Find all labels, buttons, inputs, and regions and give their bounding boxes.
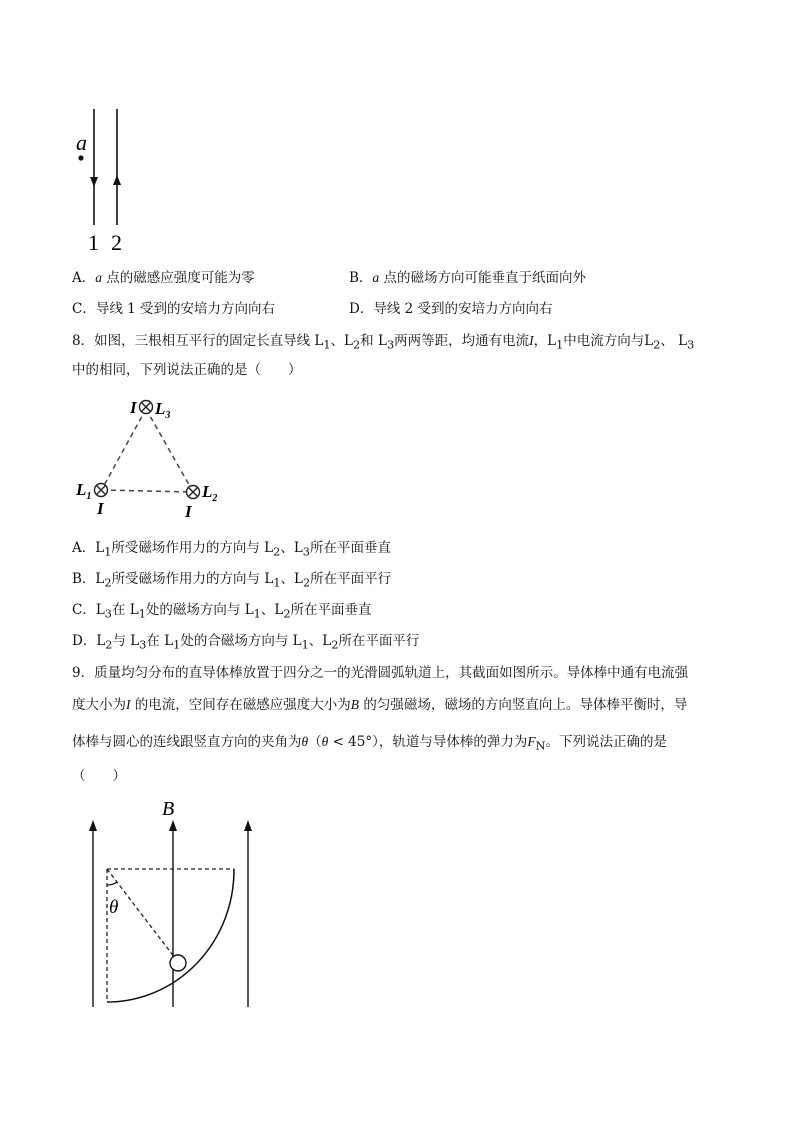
triangle-side-l3-l2	[146, 409, 192, 490]
wire-l1-into-page-icon	[95, 484, 108, 497]
triangle-side-l1-l2	[102, 490, 192, 492]
label-theta: θ	[109, 897, 119, 918]
label-wire-1: 1	[88, 230, 99, 255]
q8-option-b[interactable]: B．$L_2$所受磁场作用力的方向与 $L_1$、$L_2$所在平面平行	[72, 571, 392, 590]
conductor-rod	[170, 955, 186, 971]
q7-option-d[interactable]: D．导线 2 受到的安培力方向向右	[349, 301, 553, 317]
label-l2: $L_2$	[202, 482, 218, 504]
label-l3: $L_3$	[155, 399, 171, 421]
point-a-dot	[78, 155, 83, 160]
triangle-side-l3-l1	[102, 409, 146, 489]
q7-figure	[68, 105, 138, 255]
label-a: a	[76, 130, 87, 155]
q9-stem-line-4: （ ）	[72, 768, 126, 784]
label-l1-current: I	[97, 499, 104, 518]
theta-angle-arc	[107, 882, 117, 885]
q8-option-c[interactable]: C．$L_3$在 $L_1$处的磁场方向与 $L_1$、$L_2$所在平面垂直	[72, 602, 372, 621]
label-l1: $L_1$	[76, 480, 92, 502]
wire-l3-into-page-icon	[140, 401, 153, 414]
q8-option-d[interactable]: D．$L_2$与 $L_3$在 $L_1$处的合磁场方向与 $L_1$、$L_2$所在平面平行	[72, 633, 420, 652]
quarter-arc-track	[107, 869, 234, 1002]
field-line-center-arrowhead	[169, 820, 177, 831]
q8-stem-line-2: 中的相同，下列说法正确的是（ ）	[72, 362, 302, 378]
label-l2-current: I	[185, 502, 192, 521]
wire-2-arrow-up	[113, 175, 121, 185]
field-line-left-arrowhead	[89, 820, 97, 831]
q9-stem-line-3: 体棒与圆心的连线跟竖直方向的夹角为θ（θ < 45°），轨道与导体棒的弹力为$F_N$。下列说法正确的是	[72, 734, 667, 753]
q9-figure	[80, 795, 260, 1015]
label-wire-2: 2	[111, 230, 122, 255]
q8-figure	[72, 393, 232, 523]
q7-option-b[interactable]: B．a 点的磁场方向可能垂直于纸面向外	[349, 270, 586, 286]
q8-stem-line-1: 8．如图，三根相互平行的固定长直导线 $L_1$、$L_2$和 $L_3$两两等距，均通有电流I，$L_1$中电流方向与$L_2$、 $L_3$	[72, 333, 695, 352]
q9-stem-line-2: 度大小为I 的电流，空间存在磁感应强度大小为B 的匀强磁场，磁场的方向竖直向上。导体棒平衡时，导	[72, 697, 688, 713]
label-l3-current: I	[130, 398, 137, 417]
q9-stem-line-1: 9．质量均匀分布的直导体棒放置于四分之一的光滑圆弧轨道上，其截面如图所示。导体棒中通有电流强	[72, 665, 689, 681]
wire-1-arrow-down	[90, 177, 98, 187]
label-b-field: B	[162, 798, 175, 820]
field-line-right-arrowhead	[244, 820, 252, 831]
wire-l2-into-page-icon	[187, 486, 200, 499]
q8-option-a[interactable]: A．$L_1$所受磁场作用力的方向与 $L_2$、$L_3$所在平面垂直	[72, 540, 391, 559]
q7-option-c[interactable]: C．导线 1 受到的安培力方向向右	[72, 301, 276, 317]
q7-option-a[interactable]: A．a 点的磁感应强度可能为零	[72, 270, 255, 286]
